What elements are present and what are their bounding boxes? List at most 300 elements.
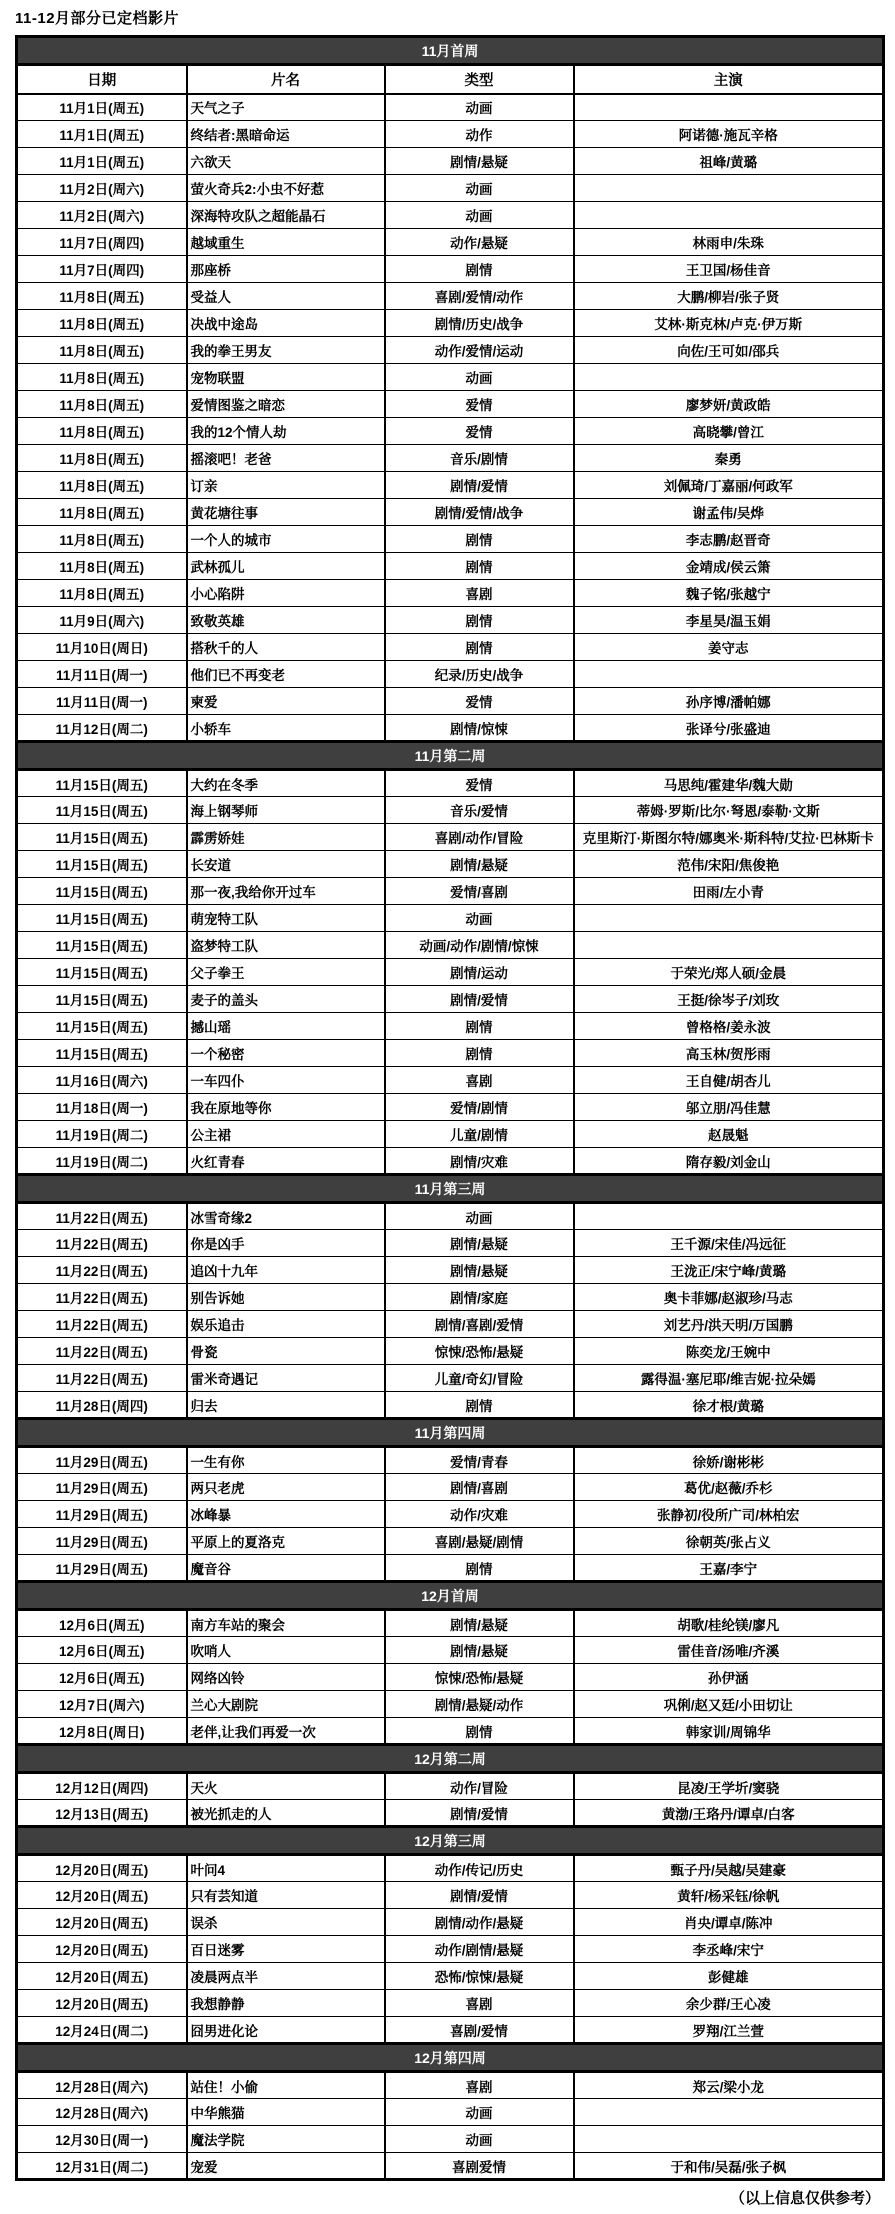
cell-cast: 孙序博/潘帕娜 bbox=[574, 688, 884, 715]
table-row bbox=[17, 310, 884, 337]
cell-film-title: 我想静静 bbox=[187, 1990, 385, 2017]
cell-date: 12月28日(周六) bbox=[17, 2099, 187, 2126]
cell-film-title: 我的12个情人劫 bbox=[187, 418, 385, 445]
table-row bbox=[17, 391, 884, 418]
cell-date: 11月8日(周五) bbox=[17, 337, 187, 364]
section-header: 12月第三周 bbox=[17, 1827, 884, 1855]
cell-film-title: 只有芸知道 bbox=[187, 1882, 385, 1909]
cell-film-title: 雷米奇遇记 bbox=[187, 1365, 385, 1392]
cell-date: 12月7日(周六) bbox=[17, 1691, 187, 1718]
table-row bbox=[17, 2126, 884, 2153]
table-row bbox=[17, 175, 884, 202]
table-row bbox=[17, 1040, 884, 1067]
cell-genre: 喜剧/悬疑/剧情 bbox=[385, 1528, 574, 1555]
section-header-row bbox=[17, 1827, 884, 1855]
table-row bbox=[17, 1338, 884, 1365]
cell-date: 12月6日(周五) bbox=[17, 1610, 187, 1637]
cell-film-title: 撼山瑶 bbox=[187, 1013, 385, 1040]
cell-genre: 剧情/悬疑 bbox=[385, 1610, 574, 1637]
cell-date: 11月15日(周五) bbox=[17, 824, 187, 851]
cell-cast: 刘艺丹/洪天明/万国鹏 bbox=[574, 1311, 884, 1338]
cell-film-title: 萌宠特工队 bbox=[187, 905, 385, 932]
cell-date: 11月29日(周五) bbox=[17, 1528, 187, 1555]
cell-cast: 胡歌/桂纶镁/廖凡 bbox=[574, 1610, 884, 1637]
cell-cast: 徐娇/谢彬彬 bbox=[574, 1447, 884, 1474]
table-row bbox=[17, 1882, 884, 1909]
cell-cast: 阿诺德·施瓦辛格 bbox=[574, 121, 884, 148]
cell-date: 11月22日(周五) bbox=[17, 1230, 187, 1257]
cell-date: 11月29日(周五) bbox=[17, 1447, 187, 1474]
cell-film-title: 大约在冬季 bbox=[187, 770, 385, 797]
film-table-body bbox=[17, 37, 884, 2180]
cell-film-title: 我在原地等你 bbox=[187, 1094, 385, 1121]
cell-film-title: 终结者:黑暗命运 bbox=[187, 121, 385, 148]
cell-genre: 动画 bbox=[385, 1203, 574, 1230]
cell-film-title: 黄花塘往事 bbox=[187, 499, 385, 526]
table-row bbox=[17, 229, 884, 256]
cell-cast bbox=[574, 932, 884, 959]
cell-cast: 赵晟魁 bbox=[574, 1121, 884, 1148]
table-row bbox=[17, 1855, 884, 1882]
section-header-row bbox=[17, 742, 884, 770]
cell-genre: 剧情 bbox=[385, 256, 574, 283]
cell-film-title: 父子拳王 bbox=[187, 959, 385, 986]
cell-date: 11月15日(周五) bbox=[17, 1013, 187, 1040]
table-row bbox=[17, 1257, 884, 1284]
cell-date: 12月20日(周五) bbox=[17, 1936, 187, 1963]
cell-date: 12月20日(周五) bbox=[17, 1990, 187, 2017]
page-title: 11-12月部分已定档影片 bbox=[15, 10, 180, 27]
cell-date: 11月15日(周五) bbox=[17, 905, 187, 932]
cell-date: 11月8日(周五) bbox=[17, 310, 187, 337]
cell-film-title: 霹雳娇娃 bbox=[187, 824, 385, 851]
cell-date: 11月2日(周六) bbox=[17, 202, 187, 229]
cell-genre: 剧情 bbox=[385, 1013, 574, 1040]
table-row bbox=[17, 2072, 884, 2099]
cell-cast: 徐才根/黄璐 bbox=[574, 1392, 884, 1419]
cell-date: 12月6日(周五) bbox=[17, 1637, 187, 1664]
table-row bbox=[17, 1013, 884, 1040]
cell-date: 11月16日(周六) bbox=[17, 1067, 187, 1094]
cell-film-title: 凌晨两点半 bbox=[187, 1963, 385, 1990]
cell-cast bbox=[574, 1203, 884, 1230]
cell-film-title: 公主裙 bbox=[187, 1121, 385, 1148]
cell-genre: 爱情 bbox=[385, 418, 574, 445]
cell-date: 11月18日(周一) bbox=[17, 1094, 187, 1121]
cell-cast: 张静初/役所广司/林柏宏 bbox=[574, 1501, 884, 1528]
cell-genre: 剧情/家庭 bbox=[385, 1284, 574, 1311]
section-header: 11月第三周 bbox=[17, 1175, 884, 1203]
cell-genre: 喜剧 bbox=[385, 1990, 574, 2017]
cell-film-title: 火红青春 bbox=[187, 1148, 385, 1175]
cell-film-title: 一生有你 bbox=[187, 1447, 385, 1474]
table-row bbox=[17, 256, 884, 283]
cell-genre: 爱情 bbox=[385, 688, 574, 715]
table-row bbox=[17, 364, 884, 391]
section-header-row bbox=[17, 2044, 884, 2072]
cell-film-title: 那座桥 bbox=[187, 256, 385, 283]
cell-genre: 剧情 bbox=[385, 1392, 574, 1419]
cell-date: 12月30日(周一) bbox=[17, 2126, 187, 2153]
cell-film-title: 站住！小偷 bbox=[187, 2072, 385, 2099]
table-row bbox=[17, 1936, 884, 1963]
cell-date: 11月15日(周五) bbox=[17, 851, 187, 878]
cell-genre: 剧情/悬疑 bbox=[385, 1257, 574, 1284]
cell-film-title: 归去 bbox=[187, 1392, 385, 1419]
cell-film-title: 冰雪奇缘2 bbox=[187, 1203, 385, 1230]
cell-genre: 剧情/喜剧/爱情 bbox=[385, 1311, 574, 1338]
cell-film-title: 两只老虎 bbox=[187, 1474, 385, 1501]
cell-genre: 纪录/历史/战争 bbox=[385, 661, 574, 688]
cell-date: 11月7日(周四) bbox=[17, 256, 187, 283]
section-header: 11月第二周 bbox=[17, 742, 884, 770]
cell-cast: 金靖成/侯云箫 bbox=[574, 553, 884, 580]
cell-genre: 动作/冒险 bbox=[385, 1773, 574, 1800]
cell-date: 11月29日(周五) bbox=[17, 1474, 187, 1501]
table-row bbox=[17, 1610, 884, 1637]
cell-cast: 克里斯汀·斯图尔特/娜奥米·斯科特/艾拉·巴林斯卡 bbox=[574, 824, 884, 851]
cell-genre: 剧情/历史/战争 bbox=[385, 310, 574, 337]
table-row bbox=[17, 283, 884, 310]
cell-film-title: 追凶十九年 bbox=[187, 1257, 385, 1284]
cell-date: 11月8日(周五) bbox=[17, 580, 187, 607]
cell-cast: 高玉林/贺彤雨 bbox=[574, 1040, 884, 1067]
cell-date: 11月1日(周五) bbox=[17, 94, 187, 121]
cell-film-title: 中华熊猫 bbox=[187, 2099, 385, 2126]
cell-date: 11月15日(周五) bbox=[17, 986, 187, 1013]
cell-date: 12月31日(周二) bbox=[17, 2153, 187, 2180]
cell-date: 11月29日(周五) bbox=[17, 1501, 187, 1528]
table-row bbox=[17, 1121, 884, 1148]
cell-date: 11月15日(周五) bbox=[17, 797, 187, 824]
cell-date: 12月20日(周五) bbox=[17, 1882, 187, 1909]
cell-film-title: 致敬英雄 bbox=[187, 607, 385, 634]
section-header: 11月第四周 bbox=[17, 1419, 884, 1447]
table-row bbox=[17, 1203, 884, 1230]
section-header-row bbox=[17, 1745, 884, 1773]
cell-cast: 王泷正/宋宁峰/黄璐 bbox=[574, 1257, 884, 1284]
cell-genre: 剧情/惊悚 bbox=[385, 715, 574, 742]
table-row bbox=[17, 715, 884, 742]
table-row bbox=[17, 1501, 884, 1528]
column-header: 日期 bbox=[17, 65, 187, 94]
cell-film-title: 武林孤儿 bbox=[187, 553, 385, 580]
cell-cast: 马思纯/霍建华/魏大勋 bbox=[574, 770, 884, 797]
table-row bbox=[17, 121, 884, 148]
cell-date: 11月2日(周六) bbox=[17, 175, 187, 202]
cell-cast bbox=[574, 2126, 884, 2153]
cell-film-title: 误杀 bbox=[187, 1909, 385, 1936]
cell-genre: 动画 bbox=[385, 202, 574, 229]
cell-film-title: 小心陷阱 bbox=[187, 580, 385, 607]
table-row bbox=[17, 94, 884, 121]
cell-date: 11月15日(周五) bbox=[17, 932, 187, 959]
cell-film-title: 魔法学院 bbox=[187, 2126, 385, 2153]
cell-cast: 黄轩/杨采钰/徐帆 bbox=[574, 1882, 884, 1909]
table-row bbox=[17, 688, 884, 715]
cell-genre: 儿童/剧情 bbox=[385, 1121, 574, 1148]
cell-genre: 动作/传记/历史 bbox=[385, 1855, 574, 1882]
cell-film-title: 老伴,让我们再爱一次 bbox=[187, 1718, 385, 1745]
cell-cast: 向佐/王可如/邵兵 bbox=[574, 337, 884, 364]
cell-cast: 邬立朋/冯佳慧 bbox=[574, 1094, 884, 1121]
cell-film-title: 魔音谷 bbox=[187, 1555, 385, 1582]
cell-genre: 剧情 bbox=[385, 1040, 574, 1067]
cell-film-title: 受益人 bbox=[187, 283, 385, 310]
cell-date: 11月15日(周五) bbox=[17, 878, 187, 905]
cell-cast: 祖峰/黄璐 bbox=[574, 148, 884, 175]
section-header: 12月首周 bbox=[17, 1582, 884, 1610]
table-row bbox=[17, 1094, 884, 1121]
cell-date: 12月13日(周五) bbox=[17, 1800, 187, 1827]
cell-date: 11月8日(周五) bbox=[17, 553, 187, 580]
cell-genre: 惊悚/恐怖/悬疑 bbox=[385, 1664, 574, 1691]
cell-cast: 王嘉/李宁 bbox=[574, 1555, 884, 1582]
table-row bbox=[17, 1148, 884, 1175]
cell-film-title: 兰心大剧院 bbox=[187, 1691, 385, 1718]
cell-date: 11月22日(周五) bbox=[17, 1365, 187, 1392]
table-row bbox=[17, 526, 884, 553]
cell-film-title: 你是凶手 bbox=[187, 1230, 385, 1257]
cell-genre: 剧情/悬疑 bbox=[385, 148, 574, 175]
cell-genre: 儿童/奇幻/冒险 bbox=[385, 1365, 574, 1392]
cell-film-title: 那一夜,我给你开过车 bbox=[187, 878, 385, 905]
cell-film-title: 娱乐追击 bbox=[187, 1311, 385, 1338]
cell-date: 11月15日(周五) bbox=[17, 1040, 187, 1067]
cell-date: 11月8日(周五) bbox=[17, 283, 187, 310]
cell-cast: 王卫国/杨佳音 bbox=[574, 256, 884, 283]
cell-genre: 剧情 bbox=[385, 634, 574, 661]
cell-date: 11月15日(周五) bbox=[17, 770, 187, 797]
cell-genre: 喜剧 bbox=[385, 1067, 574, 1094]
cell-film-title: 骨瓷 bbox=[187, 1338, 385, 1365]
cell-film-title: 天气之子 bbox=[187, 94, 385, 121]
film-schedule-table bbox=[15, 35, 885, 2181]
section-header-row bbox=[17, 37, 884, 65]
cell-film-title: 宠物联盟 bbox=[187, 364, 385, 391]
cell-genre: 惊悚/恐怖/悬疑 bbox=[385, 1338, 574, 1365]
cell-genre: 喜剧/动作/冒险 bbox=[385, 824, 574, 851]
table-row bbox=[17, 1230, 884, 1257]
cell-date: 11月19日(周二) bbox=[17, 1148, 187, 1175]
table-row bbox=[17, 1664, 884, 1691]
table-row bbox=[17, 1963, 884, 1990]
cell-genre: 剧情/悬疑 bbox=[385, 851, 574, 878]
cell-cast bbox=[574, 661, 884, 688]
cell-date: 11月8日(周五) bbox=[17, 391, 187, 418]
cell-date: 12月20日(周五) bbox=[17, 1963, 187, 1990]
table-row bbox=[17, 1392, 884, 1419]
table-row bbox=[17, 1528, 884, 1555]
cell-film-title: 萤火奇兵2:小虫不好惹 bbox=[187, 175, 385, 202]
cell-date: 11月1日(周五) bbox=[17, 121, 187, 148]
cell-cast bbox=[574, 175, 884, 202]
cell-film-title: 被光抓走的人 bbox=[187, 1800, 385, 1827]
cell-date: 11月22日(周五) bbox=[17, 1257, 187, 1284]
cell-cast: 魏子铭/张越宁 bbox=[574, 580, 884, 607]
cell-film-title: 麦子的盖头 bbox=[187, 986, 385, 1013]
table-row bbox=[17, 905, 884, 932]
cell-cast bbox=[574, 202, 884, 229]
table-row bbox=[17, 1474, 884, 1501]
table-row bbox=[17, 932, 884, 959]
cell-film-title: 盗梦特工队 bbox=[187, 932, 385, 959]
table-row bbox=[17, 1284, 884, 1311]
cell-genre: 剧情/爱情 bbox=[385, 472, 574, 499]
cell-date: 11月28日(周四) bbox=[17, 1392, 187, 1419]
table-row bbox=[17, 634, 884, 661]
cell-film-title: 吹哨人 bbox=[187, 1637, 385, 1664]
cell-cast: 黄渤/王珞丹/谭卓/白客 bbox=[574, 1800, 884, 1827]
cell-cast: 廖梦妍/黄政皓 bbox=[574, 391, 884, 418]
table-row bbox=[17, 878, 884, 905]
cell-date: 11月22日(周五) bbox=[17, 1203, 187, 1230]
cell-cast: 大鹏/柳岩/张子贤 bbox=[574, 283, 884, 310]
table-row bbox=[17, 607, 884, 634]
cell-film-title: 囧男进化论 bbox=[187, 2017, 385, 2044]
cell-film-title: 海上钢琴师 bbox=[187, 797, 385, 824]
cell-genre: 剧情 bbox=[385, 607, 574, 634]
table-row bbox=[17, 661, 884, 688]
cell-date: 11月22日(周五) bbox=[17, 1338, 187, 1365]
reference-note: （以上信息仅供参考） bbox=[729, 2190, 880, 2207]
cell-film-title: 订亲 bbox=[187, 472, 385, 499]
cell-genre: 动画 bbox=[385, 2099, 574, 2126]
cell-date: 12月8日(周日) bbox=[17, 1718, 187, 1745]
cell-genre: 爱情/青春 bbox=[385, 1447, 574, 1474]
cell-date: 11月29日(周五) bbox=[17, 1555, 187, 1582]
table-row bbox=[17, 499, 884, 526]
cell-genre: 剧情/悬疑 bbox=[385, 1230, 574, 1257]
table-row bbox=[17, 1555, 884, 1582]
section-header: 12月第四周 bbox=[17, 2044, 884, 2072]
cell-cast: 张译兮/张盛迪 bbox=[574, 715, 884, 742]
table-row bbox=[17, 2099, 884, 2126]
cell-film-title: 摇滚吧！老爸 bbox=[187, 445, 385, 472]
cell-date: 12月6日(周五) bbox=[17, 1664, 187, 1691]
table-row bbox=[17, 1447, 884, 1474]
cell-genre: 剧情/爱情/战争 bbox=[385, 499, 574, 526]
cell-cast: 高晓攀/曾江 bbox=[574, 418, 884, 445]
cell-genre: 剧情/爱情 bbox=[385, 1882, 574, 1909]
table-row bbox=[17, 797, 884, 824]
table-row bbox=[17, 1637, 884, 1664]
cell-cast: 雷佳音/汤唯/齐溪 bbox=[574, 1637, 884, 1664]
cell-genre: 动作/灾难 bbox=[385, 1501, 574, 1528]
section-header-row bbox=[17, 1419, 884, 1447]
cell-film-title: 六欲天 bbox=[187, 148, 385, 175]
cell-cast: 罗翔/江兰萱 bbox=[574, 2017, 884, 2044]
cell-cast: 巩俐/赵又廷/小田切让 bbox=[574, 1691, 884, 1718]
table-row bbox=[17, 553, 884, 580]
cell-film-title: 深海特攻队之超能晶石 bbox=[187, 202, 385, 229]
table-row bbox=[17, 1718, 884, 1745]
cell-genre: 音乐/爱情 bbox=[385, 797, 574, 824]
cell-genre: 动画 bbox=[385, 94, 574, 121]
column-header: 类型 bbox=[385, 65, 574, 94]
cell-cast bbox=[574, 2099, 884, 2126]
cell-cast: 甄子丹/吴越/吴建豪 bbox=[574, 1855, 884, 1882]
column-header: 主演 bbox=[574, 65, 884, 94]
cell-date: 11月11日(周一) bbox=[17, 661, 187, 688]
cell-genre: 爱情 bbox=[385, 770, 574, 797]
cell-genre: 喜剧/爱情 bbox=[385, 2017, 574, 2044]
cell-cast: 于荣光/郑人硕/金晨 bbox=[574, 959, 884, 986]
table-row bbox=[17, 1311, 884, 1338]
cell-cast: 余少群/王心凌 bbox=[574, 1990, 884, 2017]
table-row bbox=[17, 1800, 884, 1827]
cell-film-title: 小轿车 bbox=[187, 715, 385, 742]
cell-film-title: 叶问4 bbox=[187, 1855, 385, 1882]
cell-genre: 剧情/爱情 bbox=[385, 986, 574, 1013]
cell-date: 11月8日(周五) bbox=[17, 418, 187, 445]
cell-cast bbox=[574, 905, 884, 932]
cell-date: 11月19日(周二) bbox=[17, 1121, 187, 1148]
cell-cast: 姜守志 bbox=[574, 634, 884, 661]
cell-cast: 肖央/谭卓/陈冲 bbox=[574, 1909, 884, 1936]
cell-cast: 徐朝英/张占义 bbox=[574, 1528, 884, 1555]
cell-film-title: 平原上的夏洛克 bbox=[187, 1528, 385, 1555]
cell-genre: 剧情/运动 bbox=[385, 959, 574, 986]
table-row bbox=[17, 1067, 884, 1094]
cell-genre: 喜剧/爱情/动作 bbox=[385, 283, 574, 310]
cell-cast: 李志鹏/赵晋奇 bbox=[574, 526, 884, 553]
cell-date: 11月8日(周五) bbox=[17, 364, 187, 391]
cell-cast: 刘佩琦/丁嘉丽/何政军 bbox=[574, 472, 884, 499]
cell-film-title: 我的拳王男友 bbox=[187, 337, 385, 364]
section-header: 12月第二周 bbox=[17, 1745, 884, 1773]
cell-cast: 王挺/徐岑子/刘玫 bbox=[574, 986, 884, 1013]
cell-genre: 喜剧爱情 bbox=[385, 2153, 574, 2180]
table-row bbox=[17, 959, 884, 986]
column-header: 片名 bbox=[187, 65, 385, 94]
cell-date: 11月8日(周五) bbox=[17, 445, 187, 472]
cell-film-title: 网络凶铃 bbox=[187, 1664, 385, 1691]
table-row bbox=[17, 202, 884, 229]
cell-genre: 恐怖/惊悚/悬疑 bbox=[385, 1963, 574, 1990]
cell-cast: 于和伟/吴磊/张子枫 bbox=[574, 2153, 884, 2180]
table-row bbox=[17, 472, 884, 499]
cell-cast bbox=[574, 364, 884, 391]
cell-genre: 爱情 bbox=[385, 391, 574, 418]
cell-genre: 动画 bbox=[385, 364, 574, 391]
cell-cast: 彭健雄 bbox=[574, 1963, 884, 1990]
cell-date: 12月24日(周二) bbox=[17, 2017, 187, 2044]
cell-genre: 动作/悬疑 bbox=[385, 229, 574, 256]
column-header-row bbox=[17, 65, 884, 94]
cell-genre: 动画/动作/剧情/惊悚 bbox=[385, 932, 574, 959]
cell-film-title: 宠爱 bbox=[187, 2153, 385, 2180]
cell-date: 11月7日(周四) bbox=[17, 229, 187, 256]
cell-genre: 剧情/悬疑 bbox=[385, 1637, 574, 1664]
cell-cast: 昆凌/王学圻/窦骁 bbox=[574, 1773, 884, 1800]
cell-date: 11月12日(周二) bbox=[17, 715, 187, 742]
cell-cast: 曾格格/姜永波 bbox=[574, 1013, 884, 1040]
cell-film-title: 天火 bbox=[187, 1773, 385, 1800]
cell-film-title: 别告诉她 bbox=[187, 1284, 385, 1311]
cell-film-title: 百日迷雾 bbox=[187, 1936, 385, 1963]
cell-film-title: 越域重生 bbox=[187, 229, 385, 256]
cell-genre: 剧情 bbox=[385, 1718, 574, 1745]
cell-cast: 陈奕龙/王婉中 bbox=[574, 1338, 884, 1365]
table-row bbox=[17, 1365, 884, 1392]
cell-date: 11月15日(周五) bbox=[17, 959, 187, 986]
cell-film-title: 一个秘密 bbox=[187, 1040, 385, 1067]
cell-cast: 林雨申/朱珠 bbox=[574, 229, 884, 256]
cell-cast: 范伟/宋阳/焦俊艳 bbox=[574, 851, 884, 878]
table-row bbox=[17, 851, 884, 878]
cell-film-title: 一个人的城市 bbox=[187, 526, 385, 553]
